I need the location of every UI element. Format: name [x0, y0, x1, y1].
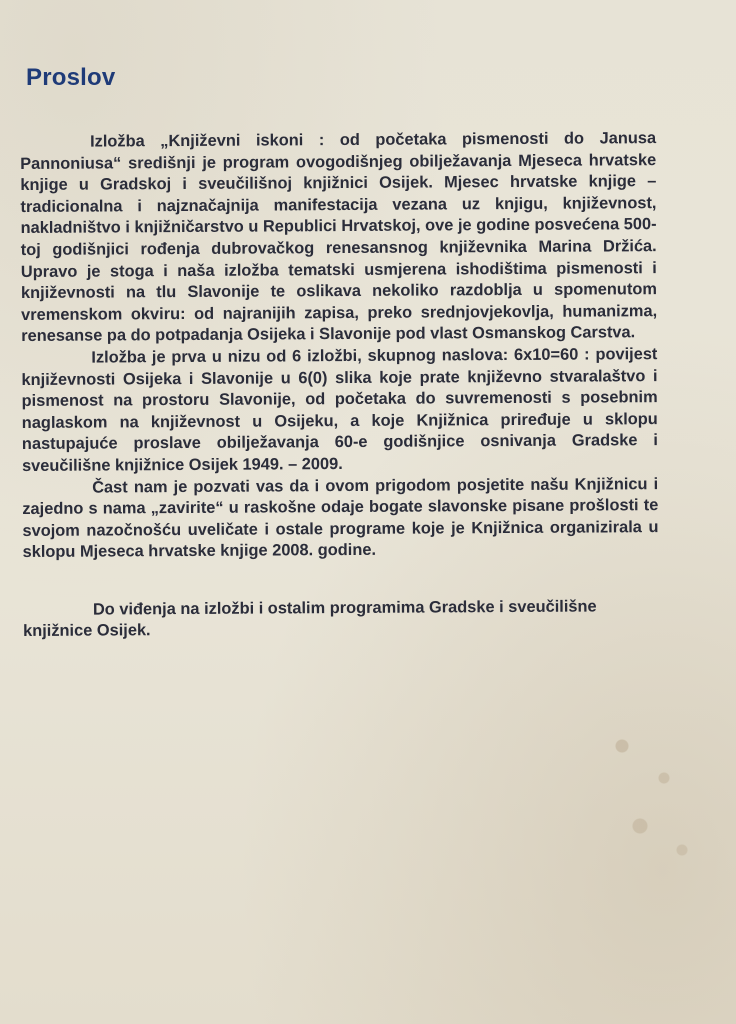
paper-stains — [586, 714, 706, 874]
body-text — [20, 128, 659, 643]
paragraph-exhibition-intro: Izložba „Književni iskoni : od početaka pismenosti do Janusa Pannoniusa“ središnji je program ovogodišnjeg obilježavanja Mjeseca hrvatske knjige u Gradskoj i sveučilišnoj knjižnici Osijek. Mjesec hrvatske knjige – tradicionalna i najznačajnija manifestacija vezana uz knjigu, književnost, nakladništvo i knjižničarstvo u Republici Hrvatskoj, ove je godine posvećena 500-toj godišnjici rođenja dubrovačkog renesansnog književnika Marina Držića. Upravo je stoga i naša izložba tematski usmjerena ishodištima pismenosti i književnosti na tlu Slavonije te oslikava nekoliko razdoblja u spomenutom vremenskom okviru: od najranijih zapisa, preko srednjovjekovlja, humanizma, renesanse pa do potpadanja Osijeka i Slavonije pod vlast Osmanskog Carstva. — [20, 129, 658, 346]
paragraph-invitation: Čast nam je pozvati vas da i ovom prigodom posjetite našu Knjižnicu i zajedno s nama „zavirite“ u raskošne odaje bogate slavonske pisane prošlosti te svojom nazočnošću uveličate i ostale programe koje je Knjižnica organizirala u sklopu Mjeseca hrvatske knjige 2008. godine. — [22, 474, 659, 562]
page-title: Proslov — [26, 64, 116, 91]
closing-line: Do viđenja na izložbi i ostalim programima Gradske i sveučilišne knjižnice Osijek. — [22, 597, 597, 641]
paragraph-exhibition-series: Izložba je prva u nizu od 6 izložbi, skupnog naslova: 6x10=60 : povijest književnosti Osijeka i Slavonije u 6(0) slika koje prate književno stvaralaštvo i pismenost na prostoru Slavonije, od početaka do suvremenosti s posebnim naglaskom na književnost u Osijeku, a koje Knjižnica priređuje u sklopu nastupajuće proslave obilježavanja 60-e godišnjice osnivanja Gradske i sveučilišne knjižnice Osijek 1949. – 2009. — [21, 345, 658, 475]
